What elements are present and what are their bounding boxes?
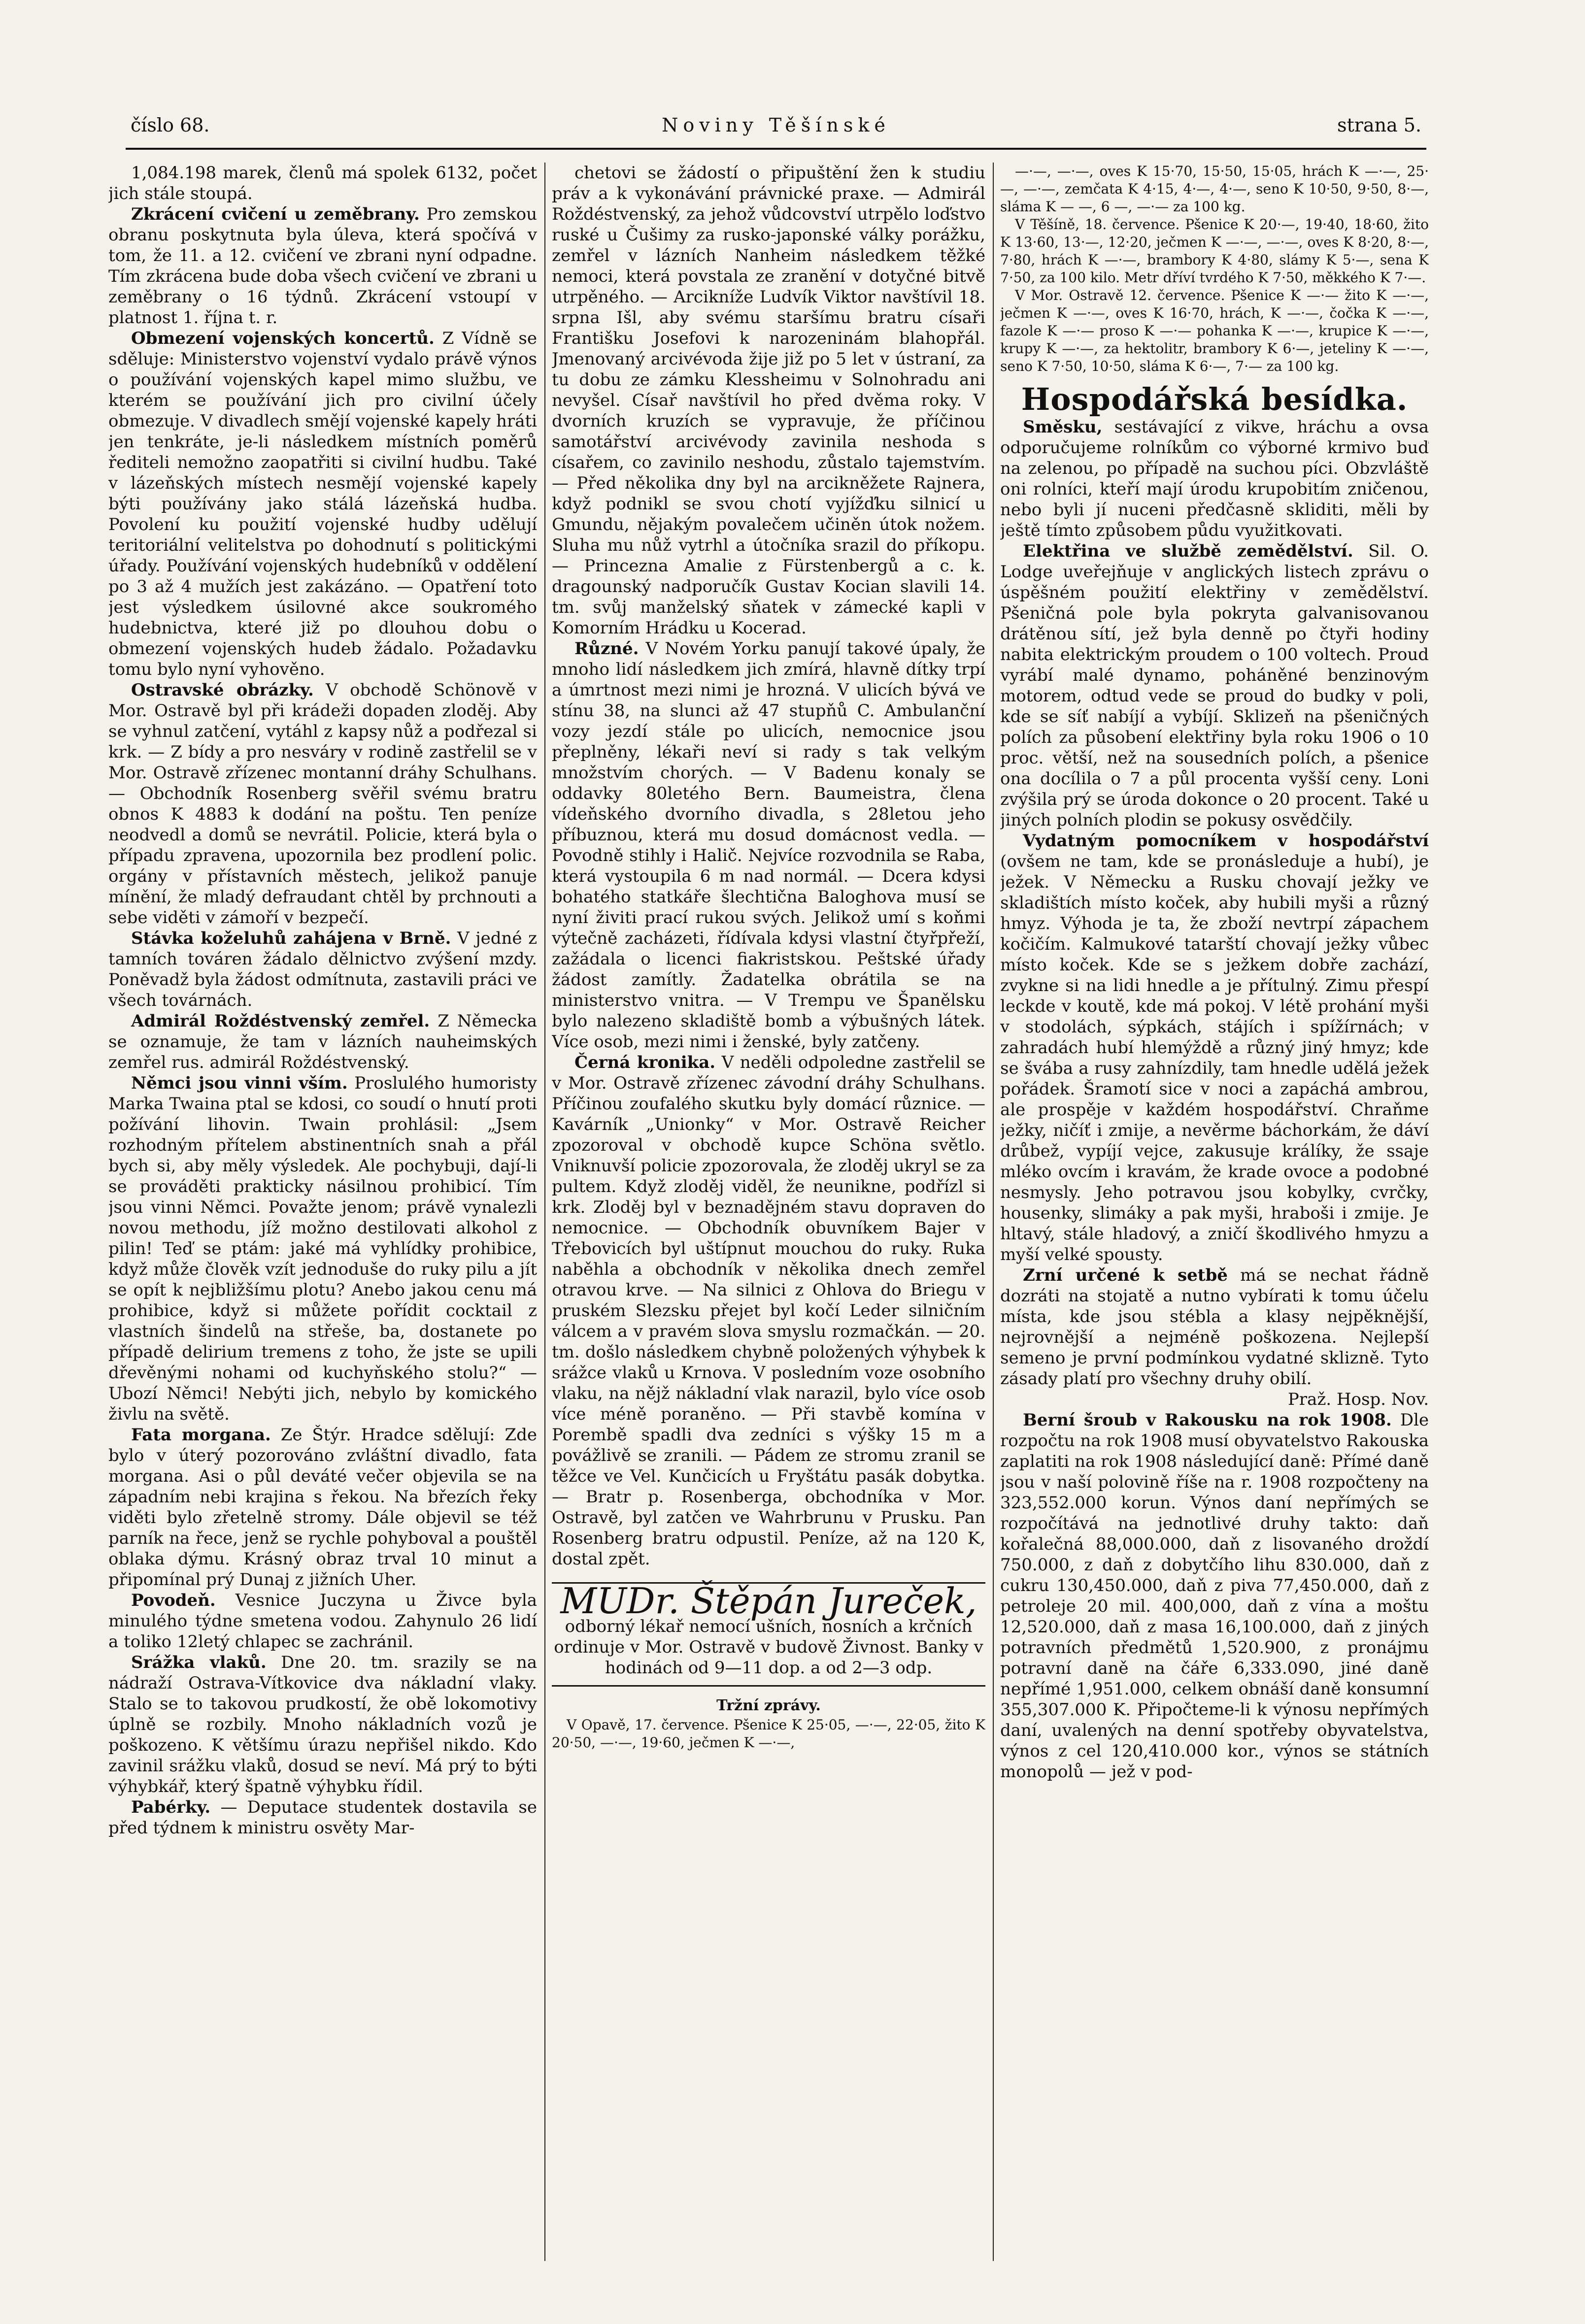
market-reports <box>1000 163 1429 375</box>
article-paragraph <box>108 328 537 680</box>
article-text: V obchodě Schönově v Mor. Ostravě byl při krádeži dopaden zloděj. Aby se vyhnul zatčení, vytáhl z kapsy nůž a podřezal si krk. — Z bídy a pro nesváry v rodině zastřelil se v Mor. Ostravě zřízenec montanní dráhy Schulhans. — Obchodník Rosenberg svěřil svému bratru obnos K 4883 k dodání na poštu. Ten peníze neodvedl a domů se nevrátil. Policie, která byla o případu zpravena, upozornila bez prodlení polic. orgány v přístavních městech, jelikož panuje mínění, že mladý defraudant chtěl by prchnouti a sebe viděti v zámoří v bezpečí. <box>108 680 537 928</box>
article-paragraph <box>552 638 985 1052</box>
article-headline: Různé. <box>574 639 639 659</box>
article-text: Dle rozpočtu na rok 1908 musí obyvatelstvo Rakouska zaplatiti na rok 1908 následující daně: Přímé daně jsou v naší polovině říše na r. 1908 rozpočteny na 323,552.000 korun. Výnos daní nepřímých se rozpočítává na jednotlivé druhy takto: daň kořalečná 88,000.000, daň z lisovaného droždí 750.000, z daň z dobytčího lihu 830.000, daň z cukru 130,450.000, daň z piva 77,450.000, daň z petroleje 20 mil. 400,000, daň z vína a moštu 12,520.000, daň z masa 16,100.000, daň z jiných potravních předmětů 1,520.900, z pronájmu potravní daně na čáře 6,333.090, jiné daně nepřímé 1,951.000, celkem obnáší daně konsumní 355,307.000 K. Připočteme-li k výnosu nepřímých daní, uvalených na denní spotřeby obyvatelstva, výnos z cel 120,410.000 kor., výnos se státních monopolů — jež v pod- <box>1000 1410 1429 1782</box>
article-paragraph <box>1000 541 1429 830</box>
page-number: strana 5. <box>1337 114 1421 136</box>
article-text: V jedné z tamních továren žádalo dělnictvo zvýšení mzdy. Poněvadž byla žádost odmítnuta, zastavili práci ve všech továrnách. <box>108 929 537 1010</box>
ad-title: MUDr. Štěpán Jureček, <box>560 1580 977 1622</box>
column-divider <box>993 163 994 2261</box>
article-paragraph <box>1000 1410 1429 1782</box>
article-paragraph <box>108 1073 537 1425</box>
market-report: —·—, —·—, oves K 15·70, 15·50, 15·05, hrách K —·—, 25·—, —·—, zemčata K 4·15, 4·—, 4·—, seno K 10·50, 9·50, 8·—, sláma K — —, 6 —, —·— za 100 kg. <box>1000 163 1429 215</box>
section-title: Hospodářská besídka. <box>1021 381 1408 417</box>
article-text: Praž. Hosp. Nov. <box>1287 1390 1429 1409</box>
newspaper-title: Noviny Těšínské <box>662 114 890 136</box>
article-text: Dne 20. tm. srazily se na nádraží Ostrava-Vítkovice dva nákladní vlaky. Stalo se to takovou prudkostí, že obě lokomotivy úplně se rozbily. Mnoho nákladních vozů je poškozeno. K většímu úrazu nepřišel nikdo. Kdo zavinil srážku vlaků, dosud se neví. Má prý to býti výhybkář, který špatně výhybku řídil. <box>108 1653 537 1796</box>
article-text: Z Německa se oznamuje, že tam v lázních nauheimských zemřel rus. admirál Roždéstvenský. <box>108 1011 537 1072</box>
article-text: má se nechat řádně dozráti na stojatě a nutno vybírati k tomu účelu místa, kde jsou stébla a klasy nejpěknější, nejrovnější a nejméně poškozena. Nejlepší semeno je první podmínkou vydatné sklizně. Tyto zásady platí pro všechny druhy obilí. <box>1000 1265 1429 1389</box>
ad-body: odborný lékař nemocí ušních, nosních a krčních ordinuje v Mor. Ostravě v budově Živnost. Banky v hodinách od 9—11 dop. a od 2—3 odp. <box>554 1617 983 1678</box>
article-text: Ze Štýr. Hradce sdělují: Zde bylo v úterý pozorováno zvláštní divadlo, fata morgana. Asi o půl deváté večer objevila se na západním nebi krajina s řekou. Na březích řeky viděti bylo zřetelně stromy. Dále objevil se též parník na řece, jenž se rychle pohyboval a pouštěl oblaka dýmu. Krásný obraz trval 10 minut a připomínal prý Dunaj z jižních Uher. <box>108 1425 537 1590</box>
article-text: — Deputace studentek dostavila se před týdnem k ministru osvěty Mar- <box>108 1797 537 1838</box>
article-headline: Němci jsou vinni vším. <box>131 1073 348 1093</box>
article-paragraph <box>108 1590 537 1652</box>
market-report: V Těšíně, 18. července. Pšenice K 20·—, 19·40, 18·60, žito K 13·60, 13·—, 12·20, ječmen K —·—, —·—, oves K 8·20, 8·—, 7·80, hrách K —·—, brambory K 4·80, slámy K 5·—, sena K 7·50, za 100 kilo. Metr dříví tvrdého K 7·50, měkkého K 7·—. <box>1000 216 1429 286</box>
article-headline: Zrní určené k setbě <box>1023 1265 1228 1285</box>
article-headline: Fata morgana. <box>131 1425 271 1445</box>
article-paragraph <box>108 1011 537 1073</box>
article-headline: Admirál Roždéstvenský zemřel. <box>131 1011 430 1031</box>
article-paragraph <box>108 680 537 928</box>
article-paragraph <box>1000 1265 1429 1389</box>
column-1 <box>108 163 537 2285</box>
article-text: Proslulého humoristy Marka Twaina ptal se kdosi, co soudí o hnutí proti požívání lihovin. Twain prohlásil: „Jsem rozhodným přítelem abstinentních snah a přál bych si, aby měly výsledek. Ale pochybuji, dají-li se prováděti prakticky násilnou prohibicí. Tím jsou vinni Němci. Považte jenom; právě vynalezli novou methodu, jíž možno destilovati alkohol z pilin! Teď se ptám: jaké má vyhlídky prohibice, když může člověk vzít jednoduše do ruky pilu a jít se opít k nejbližšímu plotu? Anebo jakou cenu má prohibice, když si můžete pořídit cocktail z vlastních šindelů na střeše, ba, dostanete po případě delirium tremens z toho, že jste se upili dřevěnými nohami od kuchyňského stolu?“ — Ubozí Němci! Nebýti jich, nebylo by komického živlu na světě. <box>108 1073 537 1424</box>
article-headline: Černá kronika. <box>574 1053 716 1072</box>
article-text: Sil. O. Lodge uveřejňuje v anglických listech zprávu o úspěšném použití elektřiny v zemědělství. Pšeničná pole byla pokryta galvanisovanou drátěnou sítí, jež byla denně po čtyři hodiny nabita elektrickým proudem o 100 voltech. Proud vyrábí malé dynamo, poháněné benzinovým motorem, odtud vede se proud do budky v poli, kde se síť nabíjí a vybíjí. Sklizeň na pšeničných polích za působení elektřiny byla roku 1906 o 10 proc. větší, než na sousedních polích, a pšenice ona docílila o 7 a půl procenta vyšší ceny. Loni zvýšila prý se úroda dokonce o 20 procent. Také u jiných polních plodin se pokusy osvědčily. <box>1000 541 1429 830</box>
article-headline: Berní šroub v Rakousku na rok 1908. <box>1023 1410 1392 1430</box>
article-text: Vesnice Juczyna u Živce byla minulého týdne smetena vodou. Zahynulo 26 lidí a toliko 12letý chlapec se zachránil. <box>108 1591 537 1652</box>
column-2-articles <box>552 163 985 1569</box>
market-report: V Mor. Ostravě 12. července. Pšenice K —·— žito K —·—, ječmen K —·—, oves K 16·70, hrách, K —·—, čočka K —·—, fazole K —·— proso K —·— pohanka K —·—, krupice K —·—, krupy K —·—, za hektolitr, brambory K 6·—, jeteliny K —·—, seno K 7·50, 10·50, sláma K 6·—, 7·— za 100 kg. <box>1000 287 1429 374</box>
article-headline: Ostravské obrázky. <box>131 680 314 700</box>
article-headline: Elektřina ve službě zemědělství. <box>1023 541 1353 561</box>
article-text: Z Vídně se sděluje: Ministerstvo vojenství vydalo právě výnos o používání vojenských kapel mimo službu, ve kterém se používání jich pro civilní účely obmezuje. V divadlech smějí vojenské kapely hráti jen tenkráte, je-li následkem místních poměrů řediteli nemožno zaopatřiti si civilní hudbu. Také v lázeňských místech nesmějí vojenské kapely býti používány jako stálá lázeňská hudba. Povolení ku použití vojenské hudby udělují teritoriální velitelstva po dohodnutí s politickými úřady. Používání vojenských hudebníků v oddělení po 3 až 4 mužích jest zakázáno. — Opatření toto jest výsledkem úsilovné akce soukromého hudebnictva, které již po dlouhou dobu o obmezení vojenských hudeb žádalo. Požadavku tomu bylo nyní vyhověno. <box>108 329 537 679</box>
article-text: Pro zemskou obranu poskytnuta byla úleva, která spočívá v tom, že 11. a 12. cvičení ve zbrani nyní odpadne. Tím zkrácena bude doba všech cvičení ve zbrani u zeměbrany o 16 týdnů. Zkrácení vstoupí v platnost 1. října t. r. <box>108 204 537 328</box>
article-text: chetovi se žádostí o připuštění žen k studiu práv a k vykonávání právnické praxe. — Admirál Roždéstvenský, za jehož vůdcovství utrpělo loďstvo ruské u Čušimy za rusko-japonské války porážku, zemřel v lázních Nanheim následkem těžké nemoci, která povstala ze zranění v dotyčné bitvě utrpěného. — Arcikníže Ludvík Viktor navštívil 18. srpna Išl, aby svému staršímu bratru císaři Františku Josefovi k narozeninám blahopřál. Jmenovaný arcivévoda žije již po 5 let v ústraní, za tu dobu ze zámku Klessheimu v Solnohradu ani nevyšel. Císař navštívil ho před dvěma roky. V dvorních kruzích se vypravuje, že příčinou samotářství arcivévody zavinila neshoda s císařem, co zavinilo neshodu, zůstalo tajemstvím. — Před několika dny byl na arcikněžete Rajnera, když podnikl se svou chotí vyjížďku silnicí u Gmundu, nějakým povalečem učiněn útok nožem. Sluha mu nůž vytrhl a útočníka srazil do příkopu. — Princezna Amalie z Fürstenbergů a c. k. dragounský nadporučík Gustav Kocian slavili 14. tm. svůj manželský sňatek v zámecké kapli v Komorním Hrádku u Kocerad. <box>552 163 985 638</box>
article-paragraph <box>1000 417 1429 541</box>
column-3-articles <box>1000 417 1429 1782</box>
article-paragraph <box>108 204 537 328</box>
article-text: 1,084.198 marek, členů má spolek 6132, počet jich stále stoupá. <box>108 163 537 203</box>
article-paragraph <box>108 163 537 204</box>
article-paragraph <box>1000 1389 1429 1410</box>
market-title: Tržní zprávy. <box>716 1697 821 1714</box>
article-headline: Stávka koželuhů zahájena v Brně. <box>131 929 451 948</box>
header-rule <box>126 148 1426 150</box>
column-2 <box>552 163 985 2285</box>
advertisement <box>552 1582 985 1687</box>
article-paragraph <box>552 1052 985 1569</box>
article-headline: Srážka vlaků. <box>131 1653 267 1672</box>
market-reports-start <box>552 1695 985 1752</box>
article-paragraph <box>108 1652 537 1797</box>
article-text: V neděli odpoledne zastřelil se v Mor. Ostravě zřízenec závodní dráhy Schulhans. Příčinou zoufalého skutku byly domácí různice. — Kavárník „Unionky“ v Mor. Ostravě Reicher zpozoroval v obchodě kupce Schöna světlo. Vniknuvší policie zpozorovala, že zloděj ukryl se za pultem. Když zloděj viděl, že neunikne, podřízl si krk. Zloděj byl v beznadějném stavu dopraven do nemocnice. — Obchodník obuvníkem Bajer v Třebovicích byl uštípnut mouchou do ruky. Ruka naběhla a obchodník v několika dnech zemřel otravou krve. — Na silnici z Ohlova do Briegu v pruském Slezsku přejet byl kočí Leder silničním válcem a v pravém slova smyslu rozmačkán. — 20. tm. došlo následkem chybně položených výhybek k srážce vlaků u Krnova. V posledním voze osobního vlaku, na nějž nákladní vlak narazil, bylo více osob více méně poraněno. — Při stavbě komína v Porembě spadli dva zedníci s výšky 15 m a povážlivě se zranili. — Pádem ze stromu zranil se těžce ve Vel. Kunčicích u Fryštátu pasák dobytka. — Bratr p. Rosenberga, obchodníka v Mor. Ostravě, byl zatčen ve Wahrbrunu v Prusku. Pan Rosenberg bratru odpustil. Peníze, až na 120 K, dostal zpět. <box>552 1053 985 1569</box>
article-paragraph <box>108 1797 537 1838</box>
issue-number: číslo 68. <box>131 114 210 136</box>
page-header <box>131 114 1421 144</box>
article-text: (ovšem ne tam, kde se pronásleduje a hubí), je ježek. V Německu a Rusku chovají ježky ve skladištích místo koček, aby hubili myši a různý hmyz. Výhoda je ta, že zboží nevtrpí zápachem kočičím. Kalmukové tatarští chovají ježky vůbec místo koček. Kde se s ježkem dobře zachází, zvykne si na lidi hnedle a je přítulný. Zimu přespí leckde v koutě, kde má pokoj. V létě prohání myši v stodolách, sýpkách, stájích i spížírnách; v zahradách hubí hlemýždě a různý jiný hmyz; kde se švába a rusy zahnízdily, tam hnedle udělá ježek pořádek. Šramotí sice v noci a zapáchá ambrou, ale prospěje v každém hospodářství. Chraňme ježky, ničíť i zmije, a nevěrme báchorkám, že dáví drůbež, vypíjí vejce, zakusuje králíky, že ssaje mléko ovcím i kravám, že krade ovoce a podobné nesmysly. Jeho potravou jsou kobylky, cvrčky, housenky, slimáky a pak myši, hraboši i zmije. Je hltavý, stále hladový, a zničí škodlivého hmyzu a myší velké spousty. <box>1000 852 1429 1264</box>
article-headline: Vydatným pomocníkem v hospodářství <box>1023 831 1429 851</box>
article-headline: Obmezení vojenských koncertů. <box>131 329 435 348</box>
article-text: V Novém Yorku panují takové úpaly, že mnoho lidí následkem jich zmírá, hlavně dítky trpí a úmrtnost mezi nimi je hrozná. V ulicích bývá ve stínu 38, na slunci až 47 stupňů C. Ambulanční vozy jezdí stále po ulicích, nemocnice jsou přeplněny, lékaři neví si rady s tak velkým množstvím chorých. — V Badenu konaly se oddavky 80letého Bern. Baumeistra, člena vídeňského dvorního divadla, s 28letou jeho příbuznou, která mu dosud domácnost vedla. — Povodně stihly i Halič. Nejvíce rozvodnila se Raba, která vystoupila 6 m nad normál. — Dcera kdysi bohatého statkáře šlechtična Baloghova musí se nyní živiti prací rukou svých. Jelikož umí s koňmi výtečně zacházeti, řídívala kdysi vlastní čtyřpřeží, zažádala o licenci fiakristskou. Peštské úřady žádost zamítly. Žadatelka obrátila se na ministerstvo vnitra. — V Trempu ve Španělsku bylo nalezeno skladiště bomb a výbušných látek. Více osob, mezi nimi i ženské, byly zatčeny. <box>552 639 985 1052</box>
article-paragraph <box>108 928 537 1011</box>
article-headline: Pabérky. <box>131 1797 211 1817</box>
article-paragraph <box>108 1425 537 1590</box>
article-headline: Směsku, <box>1023 417 1103 437</box>
article-headline: Povodeň. <box>131 1591 216 1610</box>
article-paragraph <box>552 163 985 638</box>
article-headline: Zkrácení cvičení u zeměbrany. <box>131 204 420 224</box>
column-3 <box>1000 163 1429 2285</box>
article-text: sestávající z vikve, hráchu a ovsa odporučujeme rolníkům co výborné krmivo buď na zelenou, po případě na suchou píci. Obzvláště oni rolníci, kteří mají úrodu krupobitím zničenou, nebo byli jí nuceni předčasně skliditi, měli by ještě tímto způsobem půdu využitkovati. <box>1000 417 1429 540</box>
market-report: V Opavě, 17. července. Pšenice K 25·05, —·—, 22·05, žito K 20·50, —·—, 19·60, ječmen K —·—, <box>552 1717 985 1751</box>
article-paragraph <box>1000 830 1429 1265</box>
column-divider <box>544 163 545 2261</box>
